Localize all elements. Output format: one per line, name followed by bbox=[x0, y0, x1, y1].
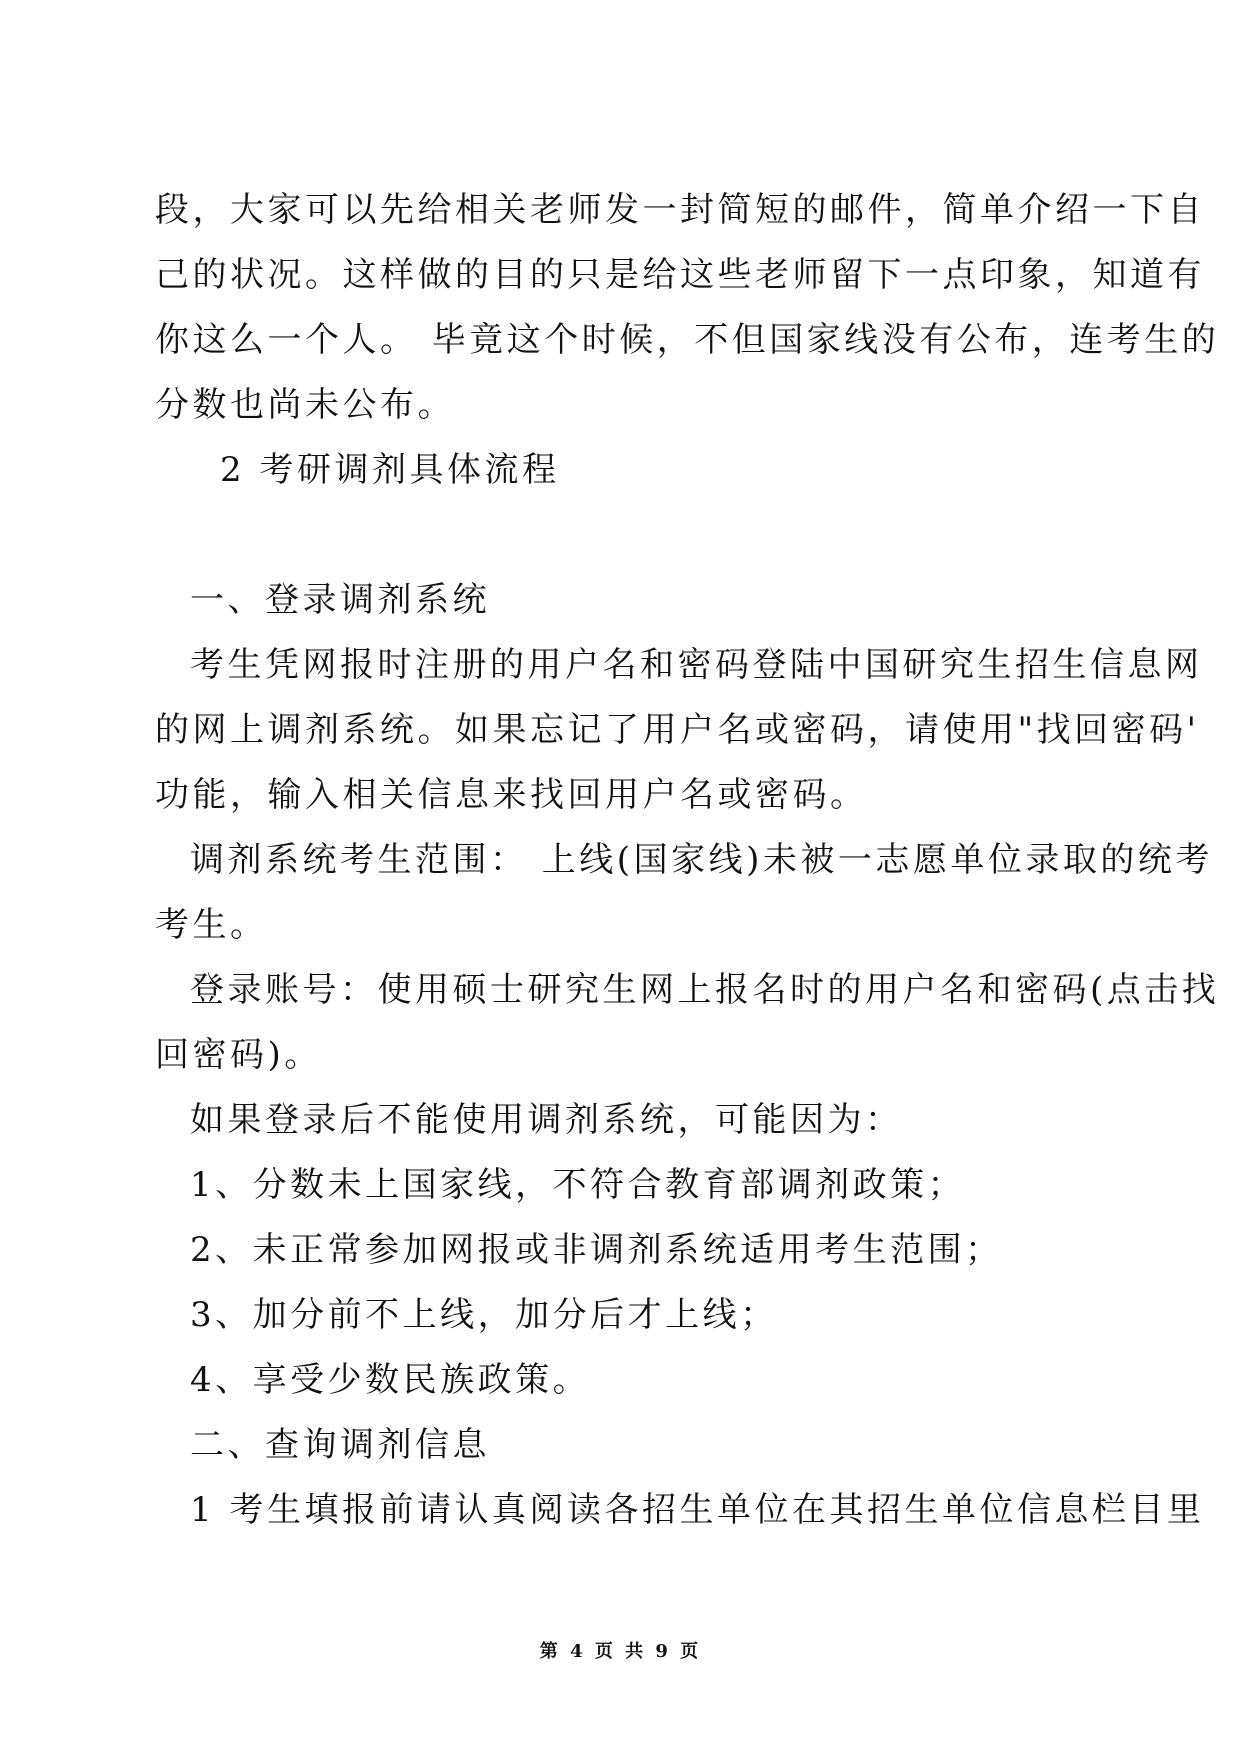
paragraph-line: 调剂系统考生范围： 上线(国家线)未被一志愿单位录取的统考 bbox=[190, 840, 1213, 880]
section-heading: 一、登录调剂系统 bbox=[190, 580, 490, 620]
list-item: 1、分数未上国家线，不符合教育部调剂政策； bbox=[190, 1165, 966, 1205]
section-heading: 2 考研调剂具体流程 bbox=[220, 450, 560, 490]
section-heading: 二、查询调剂信息 bbox=[190, 1425, 490, 1465]
list-item: 2、未正常参加网报或非调剂系统适用考生范围； bbox=[190, 1230, 1003, 1270]
paragraph-line: 段，大家可以先给相关老师发一封简短的邮件，简单介绍一下自 bbox=[155, 190, 1205, 230]
paragraph-line: 你这么一个人。 毕竟这个时候，不但国家线没有公布，连考生的 bbox=[155, 320, 1220, 360]
paragraph-line: 己的状况。这样做的目的只是给这些老师留下一点印象，知道有 bbox=[155, 255, 1205, 295]
list-item: 3、加分前不上线，加分后才上线； bbox=[190, 1295, 778, 1335]
page-number-footer: 第 4 页 共 9 页 bbox=[539, 1641, 702, 1662]
paragraph-line: 分数也尚未公布。 bbox=[155, 385, 455, 425]
paragraph-line: 功能，输入相关信息来找回用户名或密码。 bbox=[155, 775, 868, 815]
paragraph-line: 如果登录后不能使用调剂系统，可能因为： bbox=[190, 1100, 903, 1140]
list-item: 4、享受少数民族政策。 bbox=[190, 1360, 591, 1400]
paragraph-line: 考生。 bbox=[155, 905, 268, 945]
paragraph-line: 的网上调剂系统。如果忘记了用户名或密码，请使用"找回密码' bbox=[155, 710, 1200, 750]
paragraph-line: 回密码)。 bbox=[155, 1035, 322, 1075]
paragraph-line: 1 考生填报前请认真阅读各招生单位在其招生单位信息栏目里 bbox=[190, 1490, 1205, 1530]
paragraph-line: 考生凭网报时注册的用户名和密码登陆中国研究生招生信息网 bbox=[190, 645, 1203, 685]
paragraph-line: 登录账号：使用硕士研究生网上报名时的用户名和密码(点击找 bbox=[190, 970, 1220, 1010]
